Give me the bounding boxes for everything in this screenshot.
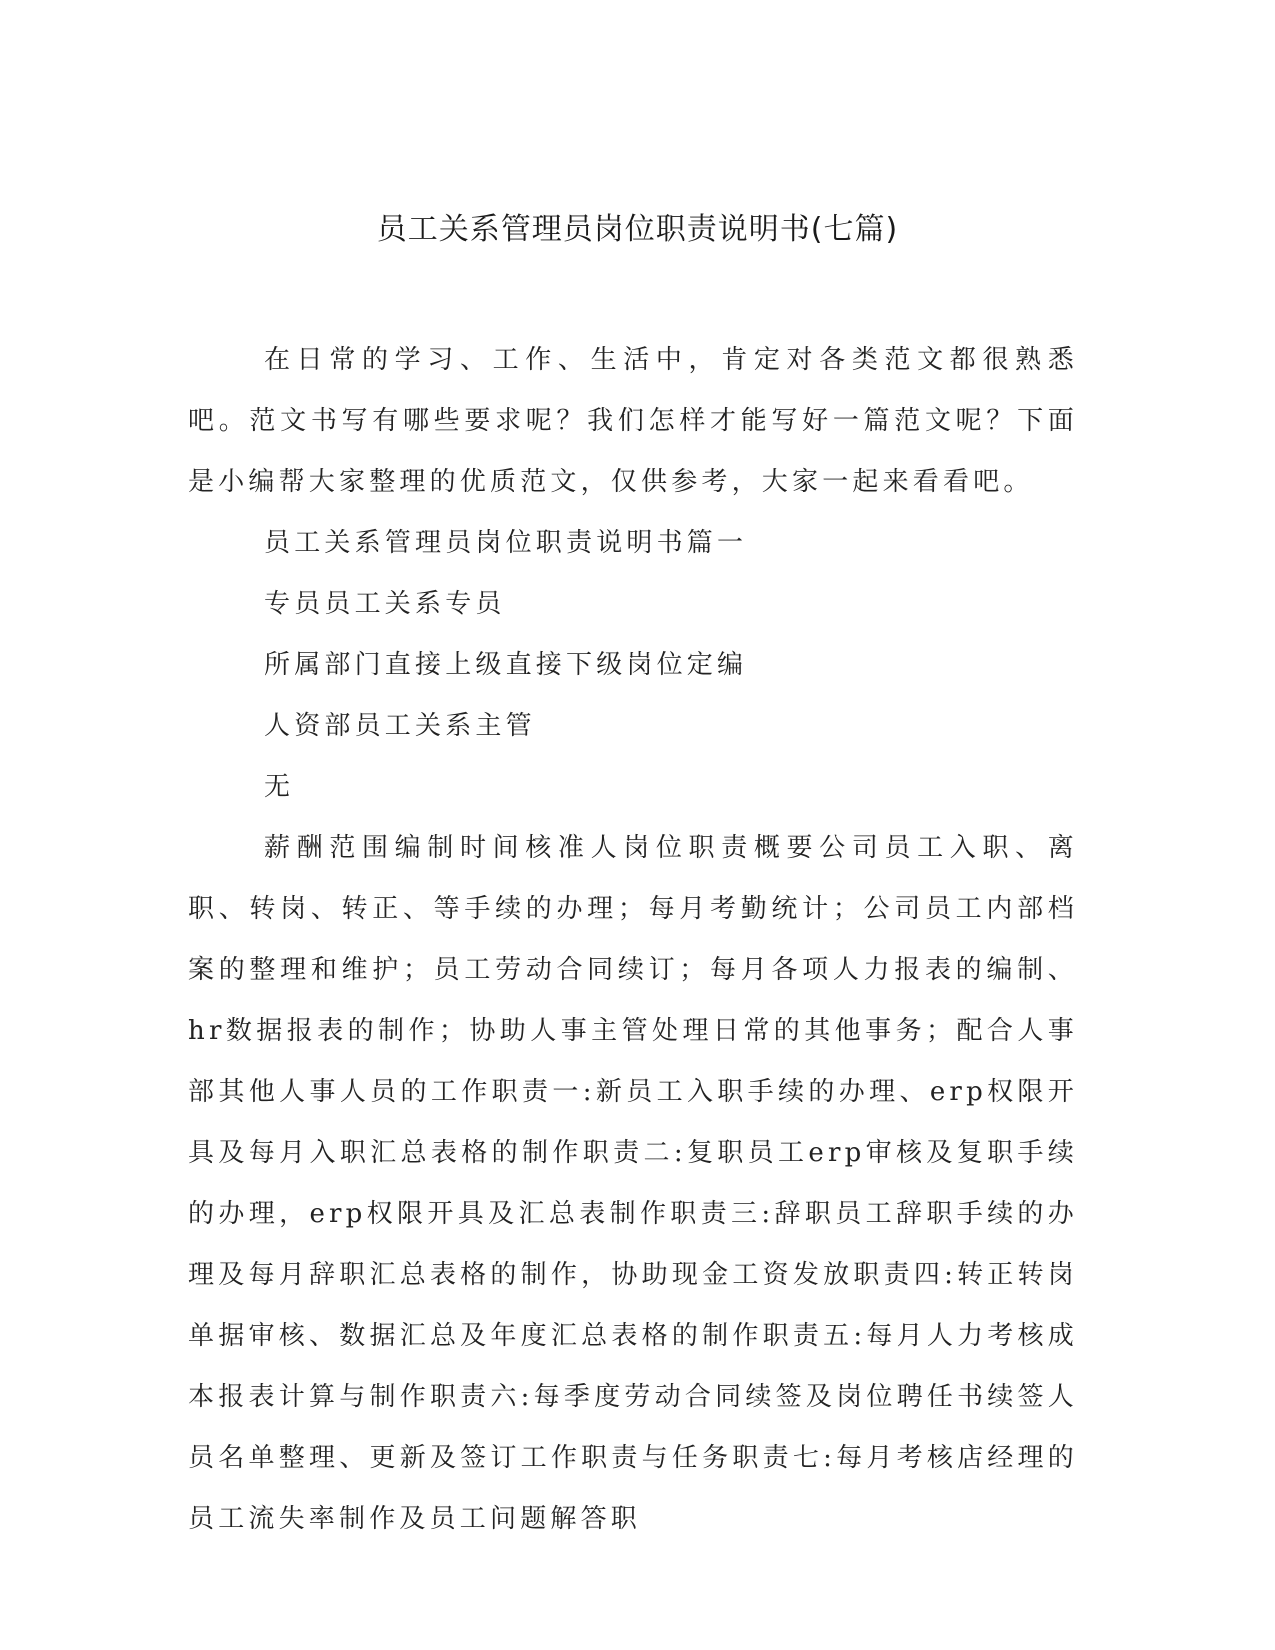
field-labels-line: 所属部门直接上级直接下级岗位定编 (264, 650, 748, 680)
department-line: 人资部员工关系主管 (264, 711, 536, 741)
section-heading: 员工关系管理员岗位职责说明书篇一 (264, 528, 748, 558)
responsibilities-paragraph: 薪酬范围编制时间核准人岗位职责概要公司员工入职、离职、转岗、转正、等手续的办理；每月考勤统计；公司员工内部档案的整理和维护；员工劳动合同续订；每月各项人力报表的编制、hr数据报表的制作；协助人事主管处理日常的其他事务；配合人事部其他人事人员的工作职责一:新员工入职手续的办理、erp权限开具及每月入职汇总表格的制作职责二:复职员工erp审核及复职手续的办理，erp权限开具及汇总表制作职责三:辞职员工辞职手续的办理及每月辞职汇总表格的制作，协助现金工资发放职责四:转正转岗单据审核、数据汇总及年度汇总表格的制作职责五:每月人力考核成本报表计算与制作职责六:每季度劳动合同续签及岗位聘任书续签人员名单整理、更新及签订工作职责与任务职责七:每月考核店经理的员工流失率制作及员工问题解答职 (188, 833, 1078, 1534)
document-title: 员工关系管理员岗位职责说明书(七篇) (376, 212, 899, 247)
intro-paragraph: 在日常的学习、工作、生活中，肯定对各类范文都很熟悉吧。范文书写有哪些要求呢？我们怎样才能写好一篇范文呢？下面是小编帮大家整理的优质范文，仅供参考，大家一起来看看吧。 (188, 345, 1078, 497)
job-title-line: 专员员工关系专员 (264, 589, 506, 619)
subordinate-line: 无 (264, 772, 295, 802)
document-body (188, 330, 1078, 1550)
